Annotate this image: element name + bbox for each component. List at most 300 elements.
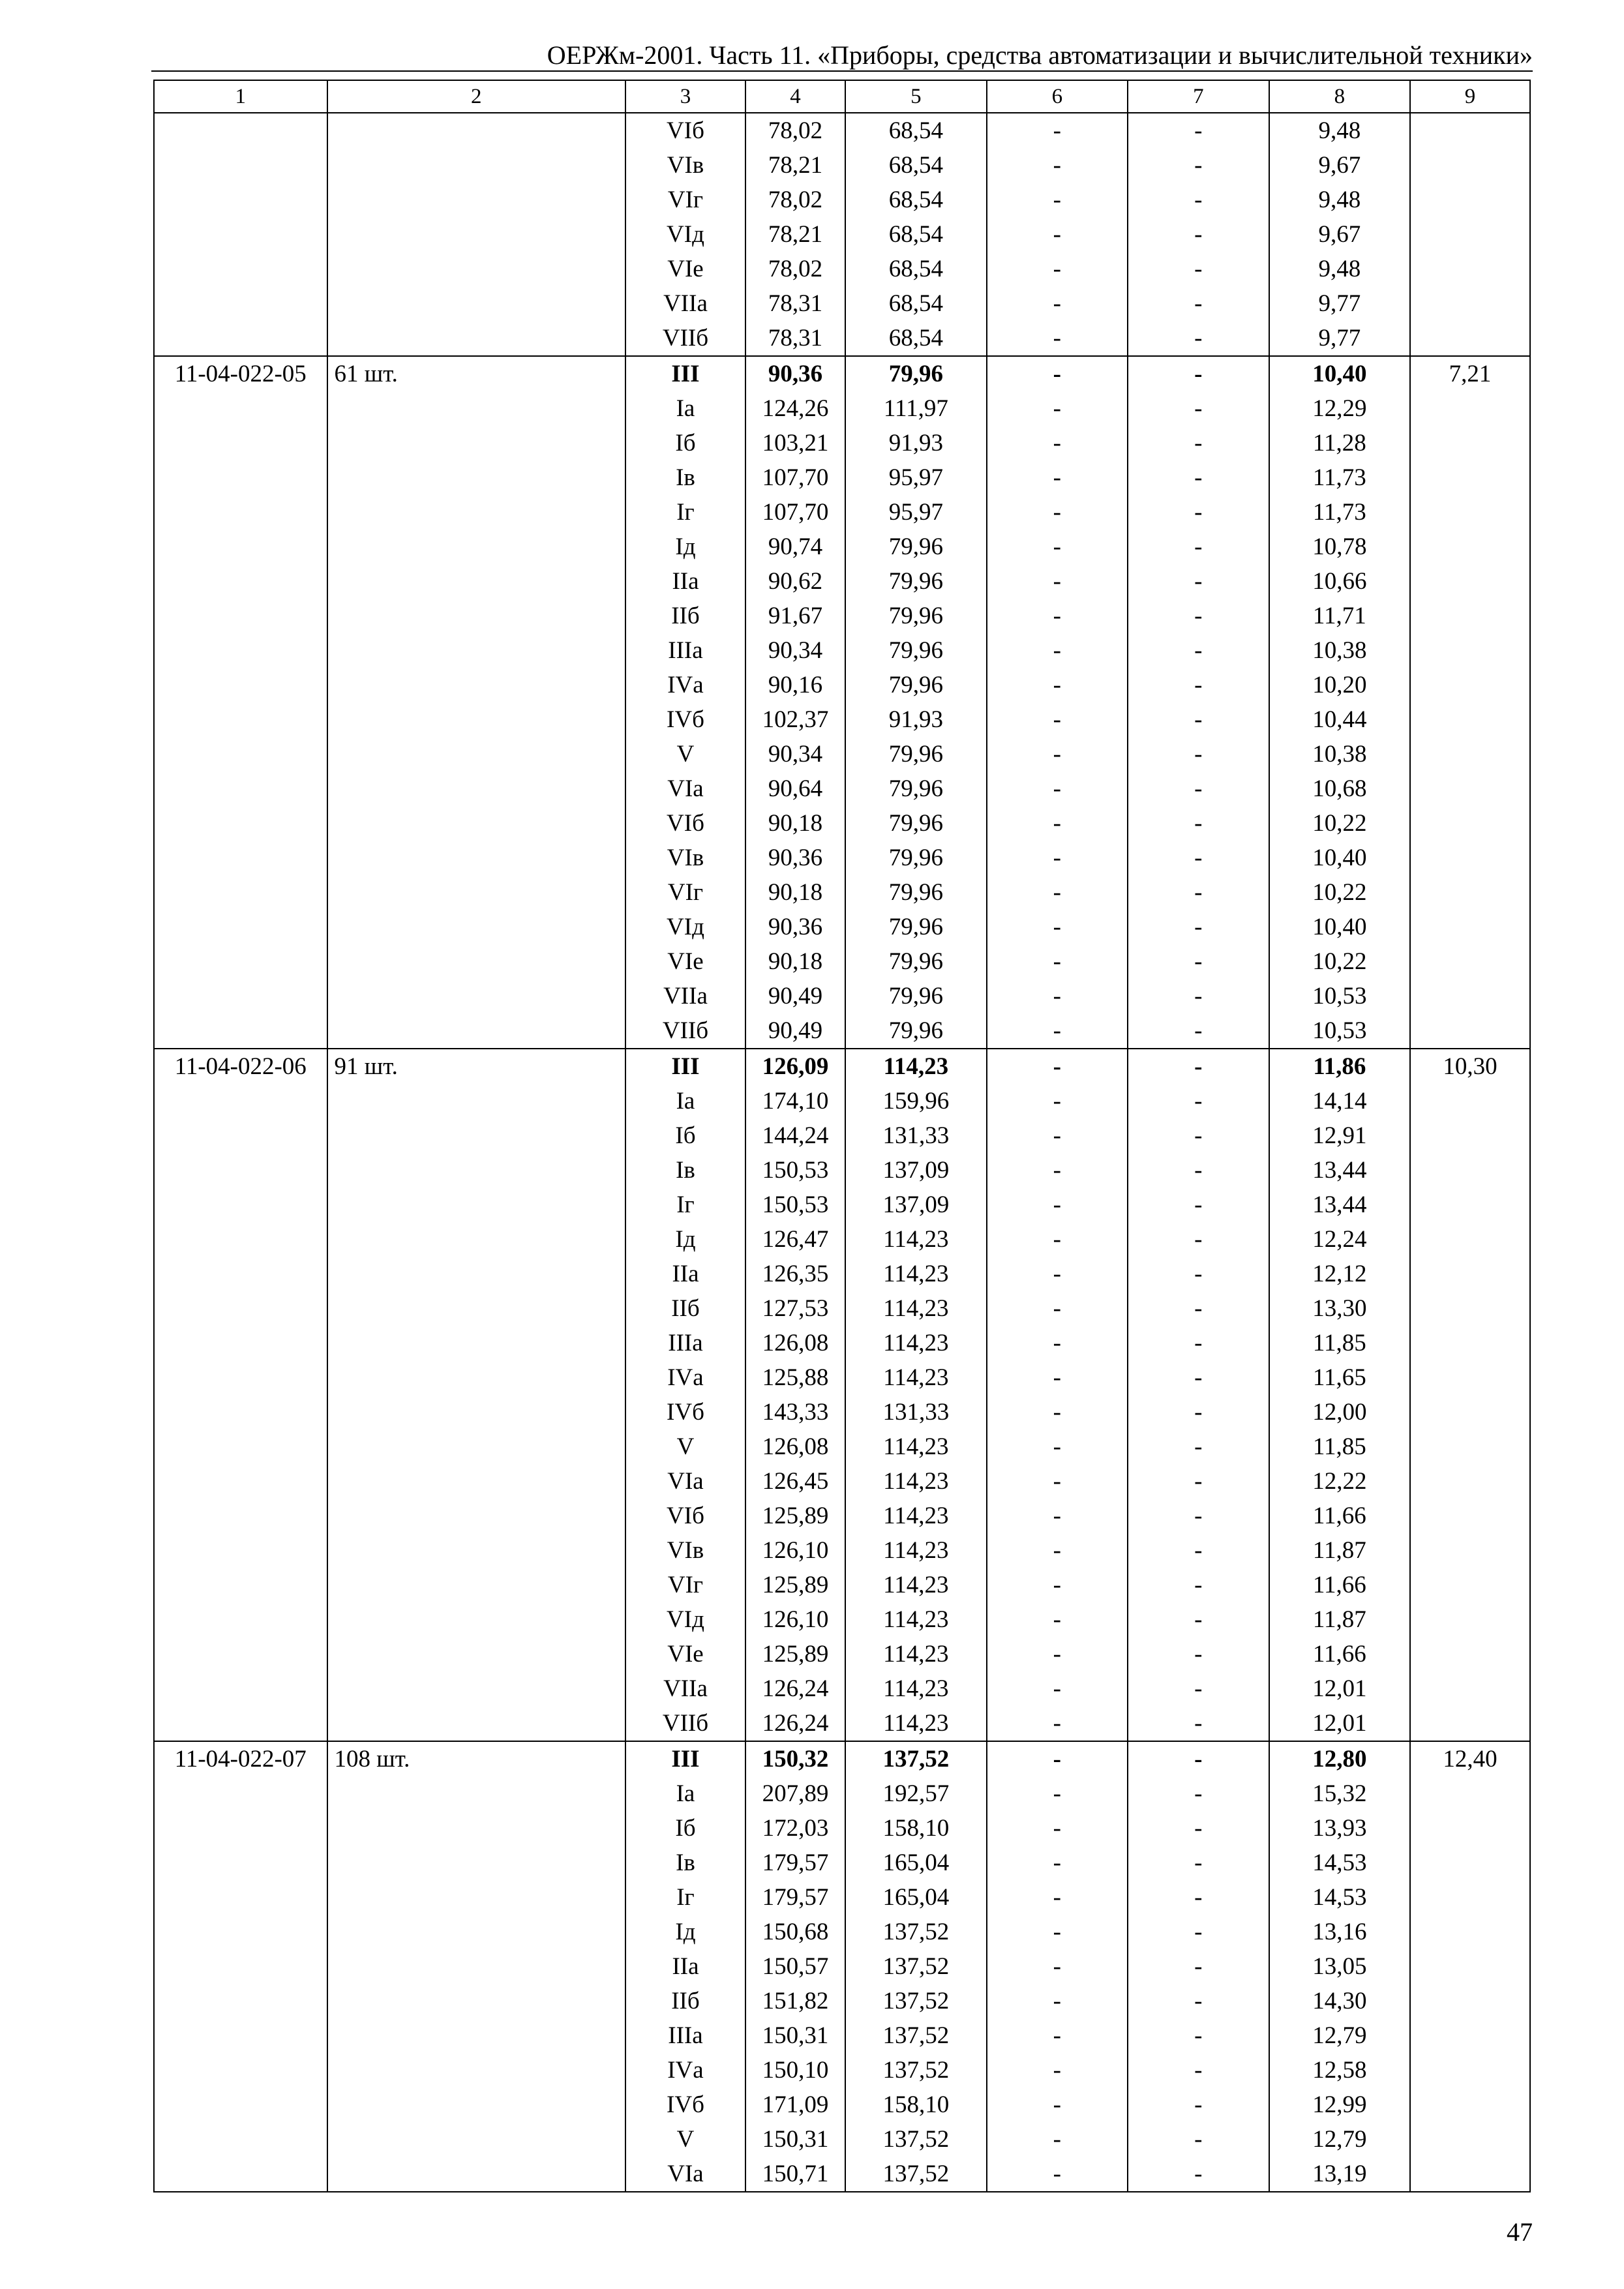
zone-cell: VIа [625,1464,745,1499]
column-number: 3 [625,80,745,113]
code-cell [154,1846,327,1880]
zone-cell: VIг [625,875,745,910]
col6-value: - [987,426,1128,460]
col4-value: 126,10 [745,1602,845,1637]
column-number: 2 [327,80,626,113]
col5-value: 114,23 [845,1257,987,1291]
col4-value: 125,89 [745,1637,845,1671]
col8-value: 12,12 [1269,1257,1411,1291]
col8-value: 12,91 [1269,1118,1411,1153]
code-cell: 11-04-022-05 [154,356,327,391]
col8-value: 12,01 [1269,1671,1411,1706]
col6-value: - [987,1602,1128,1637]
col6-value: - [987,1326,1128,1360]
col8-value: 11,65 [1269,1360,1411,1395]
zone-cell: Iа [625,1776,745,1811]
zone-cell: IIб [625,1984,745,2018]
name-cell [327,1637,626,1671]
col5-value: 79,96 [845,633,987,668]
zone-cell: IIIа [625,633,745,668]
col6-value: - [987,2087,1128,2122]
table-row [154,1360,1530,1395]
col7-value: - [1128,1846,1269,1880]
col8-value: 13,44 [1269,1153,1411,1188]
col7-value: - [1128,1984,1269,2018]
name-cell [327,1915,626,1949]
code-cell [154,1084,327,1118]
name-cell [327,944,626,979]
col7-value: - [1128,1602,1269,1637]
col5-value: 137,52 [845,2053,987,2087]
col8-value: 11,87 [1269,1602,1411,1637]
col5-value: 79,96 [845,771,987,806]
col6-value: - [987,1706,1128,1741]
col8-value: 11,66 [1269,1499,1411,1533]
code-cell [154,1395,327,1429]
name-cell [327,530,626,564]
col4-value: 151,82 [745,1984,845,2018]
col7-value: - [1128,771,1269,806]
col6-value: - [987,806,1128,841]
code-cell [154,426,327,460]
table-row [154,2157,1530,2192]
col7-value: - [1128,1257,1269,1291]
name-cell [327,1013,626,1049]
col9-value [1410,771,1530,806]
code-cell [154,979,327,1013]
col6-value: - [987,460,1128,495]
table-row [154,1291,1530,1326]
col6-value: - [987,1188,1128,1222]
col8-value: 10,68 [1269,771,1411,806]
col4-value: 126,35 [745,1257,845,1291]
code-cell: 11-04-022-07 [154,1741,327,1776]
col8-value: 9,67 [1269,148,1411,183]
col5-value: 137,52 [845,1915,987,1949]
col4-value: 90,36 [745,841,845,875]
table-row [154,1568,1530,1602]
name-cell [327,979,626,1013]
col5-value: 114,23 [845,1464,987,1499]
col8-value: 14,53 [1269,1880,1411,1915]
col5-value: 114,23 [845,1499,987,1533]
col9-value [1410,737,1530,771]
col6-value: - [987,1013,1128,1049]
zone-cell: IIб [625,1291,745,1326]
code-cell [154,910,327,944]
zone-cell: VIе [625,944,745,979]
table-row [154,2122,1530,2157]
table-row [154,944,1530,979]
col9-value [1410,1118,1530,1153]
col8-value: 14,30 [1269,1984,1411,2018]
col9-value [1410,1949,1530,1984]
col7-value: - [1128,875,1269,910]
col6-value: - [987,321,1128,356]
table-row [154,1706,1530,1741]
col9-value [1410,1846,1530,1880]
col6-value: - [987,2053,1128,2087]
col4-value: 125,89 [745,1568,845,1602]
rates-table [153,80,1531,2192]
zone-cell: Iб [625,426,745,460]
col5-value: 68,54 [845,148,987,183]
col8-value: 13,19 [1269,2157,1411,2192]
col8-value: 14,53 [1269,1846,1411,1880]
zone-cell: VIв [625,148,745,183]
col4-value: 78,21 [745,217,845,252]
name-cell [327,1188,626,1222]
col5-value: 158,10 [845,2087,987,2122]
col5-value: 79,96 [845,356,987,391]
zone-cell: III [625,356,745,391]
col7-value: - [1128,217,1269,252]
zone-cell: VIе [625,1637,745,1671]
col4-value: 150,57 [745,1949,845,1984]
col4-value: 90,36 [745,356,845,391]
col5-value: 137,52 [845,1984,987,2018]
col7-value: - [1128,1915,1269,1949]
table-row [154,702,1530,737]
col9-value [1410,1360,1530,1395]
col5-value: 192,57 [845,1776,987,1811]
col6-value: - [987,1741,1128,1776]
code-cell [154,1984,327,2018]
name-cell [327,1706,626,1741]
zone-cell: IVб [625,2087,745,2122]
table-row [154,1915,1530,1949]
zone-cell: VIIа [625,979,745,1013]
col5-value: 137,52 [845,1741,987,1776]
col5-value: 79,96 [845,944,987,979]
page-number: 47 [1507,2217,1533,2247]
code-cell [154,530,327,564]
col4-value: 90,18 [745,944,845,979]
col4-value: 91,67 [745,599,845,633]
col8-value: 11,66 [1269,1568,1411,1602]
name-cell [327,910,626,944]
zone-cell: IIIа [625,2018,745,2053]
col8-value: 12,80 [1269,1741,1411,1776]
col9-value [1410,460,1530,495]
col7-value: - [1128,321,1269,356]
name-cell [327,1429,626,1464]
col6-value: - [987,771,1128,806]
col8-value: 10,53 [1269,1013,1411,1049]
column-number: 4 [745,80,845,113]
zone-cell: VIIб [625,1013,745,1049]
table-row [154,1153,1530,1188]
col5-value: 114,23 [845,1533,987,1568]
col9-value [1410,1880,1530,1915]
col5-value: 68,54 [845,217,987,252]
name-cell [327,633,626,668]
col4-value: 90,62 [745,564,845,599]
name-cell [327,1326,626,1360]
name-cell [327,1499,626,1533]
col4-value: 150,53 [745,1153,845,1188]
col7-value: - [1128,979,1269,1013]
table-row [154,1880,1530,1915]
code-cell [154,737,327,771]
code-cell [154,702,327,737]
name-cell [327,737,626,771]
col5-value: 68,54 [845,321,987,356]
zone-cell: VIIа [625,1671,745,1706]
col8-value: 10,40 [1269,841,1411,875]
name-cell [327,286,626,321]
name-cell [327,1533,626,1568]
col6-value: - [987,599,1128,633]
col7-value: - [1128,1395,1269,1429]
col5-value: 68,54 [845,183,987,217]
code-cell [154,1257,327,1291]
col9-value [1410,1257,1530,1291]
table-row [154,1326,1530,1360]
col5-value: 137,52 [845,2157,987,2192]
col4-value: 90,49 [745,979,845,1013]
col9-value [1410,1013,1530,1049]
name-cell [327,1360,626,1395]
column-number: 8 [1269,80,1411,113]
code-cell [154,564,327,599]
name-cell [327,1153,626,1188]
table-row [154,460,1530,495]
table-row [154,910,1530,944]
zone-cell: VIд [625,910,745,944]
zone-cell: Iг [625,1880,745,1915]
zone-cell: III [625,1049,745,1084]
col8-value: 11,85 [1269,1429,1411,1464]
zone-cell: VIIб [625,321,745,356]
code-cell [154,1671,327,1706]
code-cell [154,460,327,495]
col6-value: - [987,564,1128,599]
col6-value: - [987,252,1128,286]
col7-value: - [1128,1118,1269,1153]
col4-value: 103,21 [745,426,845,460]
name-cell [327,2122,626,2157]
name-cell: 91 шт. [327,1049,626,1084]
zone-cell: VIд [625,217,745,252]
name-cell [327,183,626,217]
col9-value [1410,217,1530,252]
column-number: 5 [845,80,987,113]
col9-value [1410,633,1530,668]
col7-value: - [1128,391,1269,426]
col4-value: 144,24 [745,1118,845,1153]
name-cell [327,148,626,183]
col6-value: - [987,2122,1128,2157]
col7-value: - [1128,530,1269,564]
col7-value: - [1128,1671,1269,1706]
zone-cell: IIа [625,1257,745,1291]
col5-value: 114,23 [845,1602,987,1637]
col9-value [1410,2018,1530,2053]
table-row [154,599,1530,633]
col7-value: - [1128,910,1269,944]
code-cell [154,1949,327,1984]
code-cell [154,1153,327,1188]
name-cell [327,2018,626,2053]
zone-cell: Iа [625,391,745,426]
col9-value [1410,391,1530,426]
col5-value: 79,96 [845,668,987,702]
col9-value [1410,1602,1530,1637]
col9-value: 10,30 [1410,1049,1530,1084]
col5-value: 79,96 [845,1013,987,1049]
zone-cell: VIд [625,1602,745,1637]
code-cell [154,944,327,979]
col9-value [1410,910,1530,944]
col4-value: 126,24 [745,1706,845,1741]
code-cell [154,2018,327,2053]
col4-value: 90,34 [745,737,845,771]
name-cell [327,1395,626,1429]
col7-value: - [1128,1013,1269,1049]
zone-cell: V [625,1429,745,1464]
col8-value: 10,40 [1269,356,1411,391]
code-cell [154,771,327,806]
col4-value: 150,68 [745,1915,845,1949]
col6-value: - [987,148,1128,183]
col5-value: 79,96 [845,979,987,1013]
col9-value [1410,1084,1530,1118]
col4-value: 78,31 [745,286,845,321]
col7-value: - [1128,1084,1269,1118]
column-number: 6 [987,80,1128,113]
col9-value: 12,40 [1410,1741,1530,1776]
col8-value: 10,22 [1269,944,1411,979]
col8-value: 12,01 [1269,1706,1411,1741]
col9-value [1410,1671,1530,1706]
name-cell [327,771,626,806]
table-row [154,771,1530,806]
col7-value: - [1128,1222,1269,1257]
code-cell [154,1880,327,1915]
table-row [154,286,1530,321]
col4-value: 126,08 [745,1429,845,1464]
name-cell [327,702,626,737]
code-cell [154,391,327,426]
col9-value [1410,1706,1530,1741]
col4-value: 150,32 [745,1741,845,1776]
name-cell [327,806,626,841]
col9-value [1410,2122,1530,2157]
col6-value: - [987,356,1128,391]
code-cell [154,321,327,356]
table-row [154,1846,1530,1880]
zone-cell: IVа [625,668,745,702]
name-cell [327,875,626,910]
col8-value: 12,00 [1269,1395,1411,1429]
col5-value: 114,23 [845,1049,987,1084]
col8-value: 12,79 [1269,2018,1411,2053]
code-cell [154,1706,327,1741]
col5-value: 165,04 [845,1846,987,1880]
col8-value: 12,99 [1269,2087,1411,2122]
col4-value: 179,57 [745,1880,845,1915]
code-cell [154,1637,327,1671]
code-cell [154,841,327,875]
name-cell [327,841,626,875]
code-cell [154,286,327,321]
col7-value: - [1128,668,1269,702]
col9-value [1410,1568,1530,1602]
col9-value [1410,564,1530,599]
zone-cell: Iд [625,1915,745,1949]
col4-value: 78,31 [745,321,845,356]
rates-table-body [154,80,1530,2192]
col4-value: 78,02 [745,113,845,148]
table-row [154,148,1530,183]
name-cell [327,1222,626,1257]
table-row [154,1602,1530,1637]
table-row [154,1637,1530,1671]
col7-value: - [1128,1706,1269,1741]
column-number: 1 [154,80,327,113]
table-row [154,321,1530,356]
col8-value: 12,79 [1269,2122,1411,2157]
col9-value [1410,1984,1530,2018]
table-row [154,1188,1530,1222]
zone-cell: IIIа [625,1326,745,1360]
col6-value: - [987,495,1128,530]
col5-value: 114,23 [845,1671,987,1706]
col9-value [1410,2087,1530,2122]
table-row [154,391,1530,426]
table-row [154,183,1530,217]
name-cell [327,460,626,495]
col9-value [1410,148,1530,183]
col5-value: 114,23 [845,1291,987,1326]
column-number-row [154,80,1530,113]
name-cell [327,2053,626,2087]
col7-value: - [1128,2122,1269,2157]
col7-value: - [1128,944,1269,979]
col7-value: - [1128,1533,1269,1568]
zone-cell: IVб [625,702,745,737]
col7-value: - [1128,2157,1269,2192]
column-number: 7 [1128,80,1269,113]
col7-value: - [1128,113,1269,148]
col6-value: - [987,1153,1128,1188]
table-row [154,1395,1530,1429]
col7-value: - [1128,1429,1269,1464]
col7-value: - [1128,633,1269,668]
col9-value [1410,1533,1530,1568]
col8-value: 11,73 [1269,460,1411,495]
col7-value: - [1128,841,1269,875]
name-cell [327,391,626,426]
col8-value: 11,85 [1269,1326,1411,1360]
col5-value: 114,23 [845,1706,987,1741]
col5-value: 165,04 [845,1880,987,1915]
col6-value: - [987,944,1128,979]
col5-value: 137,52 [845,2018,987,2053]
col8-value: 11,86 [1269,1049,1411,1084]
col7-value: - [1128,2053,1269,2087]
code-cell [154,1602,327,1637]
zone-cell: Iб [625,1811,745,1846]
col6-value: - [987,702,1128,737]
col8-value: 12,58 [1269,2053,1411,2087]
table-row [154,530,1530,564]
col7-value: - [1128,1188,1269,1222]
col8-value: 9,48 [1269,183,1411,217]
col4-value: 150,31 [745,2122,845,2157]
name-cell [327,2157,626,2192]
